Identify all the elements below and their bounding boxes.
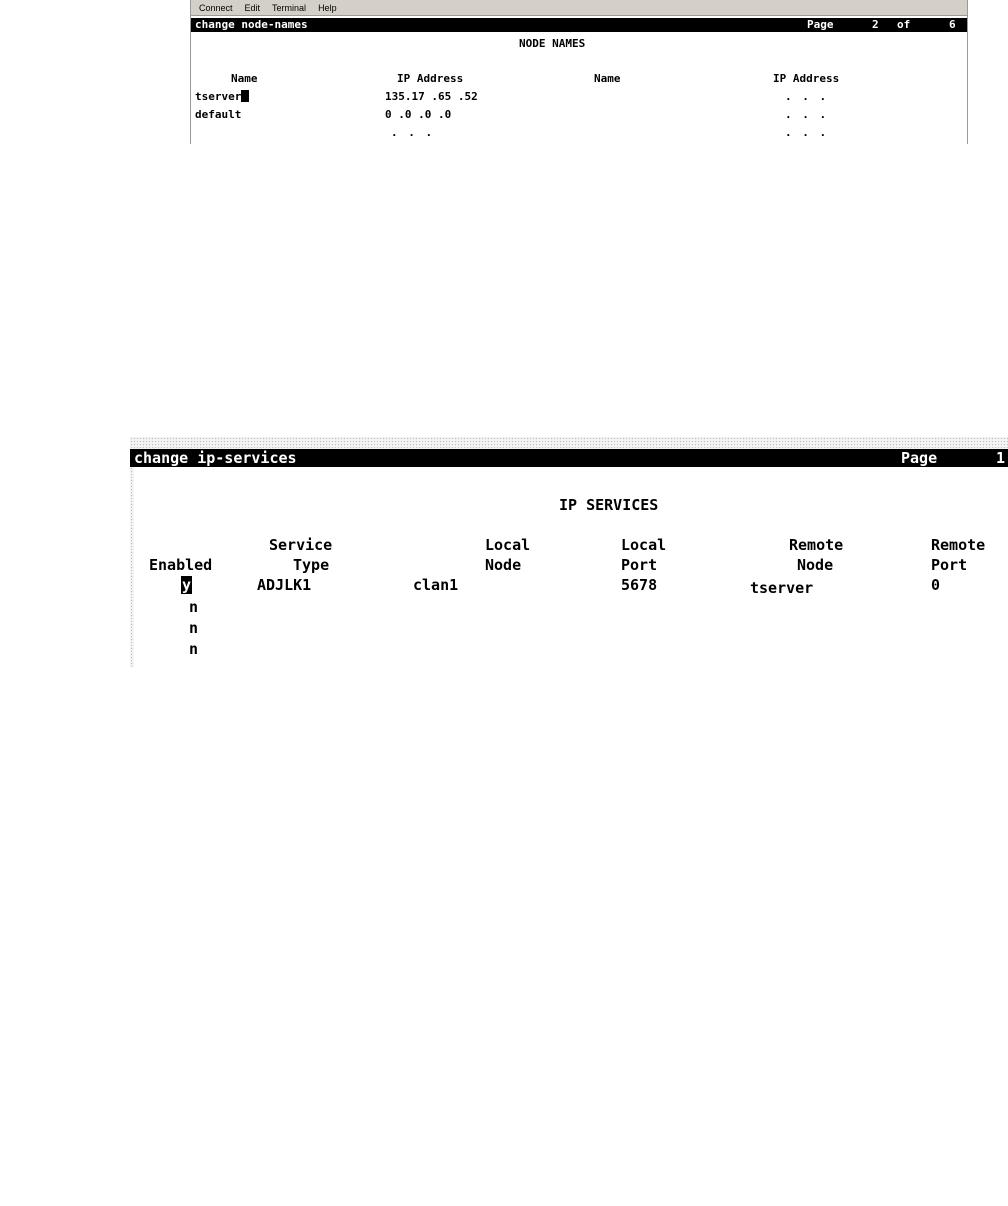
page-total: 6 xyxy=(949,18,956,31)
ip-address-field[interactable]: 0 .0 .0 .0 xyxy=(385,108,452,121)
page-number: 1 xyxy=(996,449,1006,467)
remote-port-field[interactable]: 0 xyxy=(931,576,941,594)
column-header-enabled: Enabled xyxy=(149,556,213,574)
window-edge-pattern xyxy=(130,437,1008,449)
ip-services-terminal-window xyxy=(130,437,1008,667)
local-port-field[interactable]: 5678 xyxy=(621,576,658,594)
text-cursor: y xyxy=(182,576,192,594)
column-header-remote-port-bottom: Port xyxy=(931,556,968,574)
ip-address-field-2[interactable]: . . . xyxy=(785,90,829,103)
enabled-field[interactable]: n xyxy=(189,598,199,616)
column-header-local-node-bottom: Node xyxy=(485,556,522,574)
column-header-local-port-top: Local xyxy=(621,536,667,554)
column-header-remote-node-top: Remote xyxy=(789,536,844,554)
enabled-field[interactable]: n xyxy=(189,640,199,658)
column-header-name-2: Name xyxy=(594,72,621,85)
menu-terminal[interactable]: Terminal xyxy=(272,2,307,13)
page-number: 2 xyxy=(872,18,879,31)
column-header-local-port-bottom: Port xyxy=(621,556,658,574)
enabled-field[interactable] xyxy=(181,576,192,594)
column-header-type: Type xyxy=(293,556,330,574)
page-heading: IP SERVICES xyxy=(559,496,659,514)
ip-address-field[interactable]: . . . xyxy=(391,126,435,139)
local-node-field[interactable]: clan1 xyxy=(413,576,459,594)
column-header-ip-address: IP Address xyxy=(397,72,464,85)
column-header-remote-node-bottom: Node xyxy=(797,556,834,574)
page-heading: NODE NAMES xyxy=(519,37,586,50)
window-edge-pattern-left xyxy=(130,449,134,667)
enabled-field[interactable]: n xyxy=(189,619,199,637)
ip-address-field-2[interactable]: . . . xyxy=(785,108,829,121)
ip-address-field[interactable]: 135.17 .65 .52 xyxy=(385,90,478,103)
command-title-bar xyxy=(191,18,967,32)
command-text: change node-names xyxy=(195,18,308,31)
page-label: Page xyxy=(901,449,938,467)
node-name-field[interactable]: default xyxy=(195,108,242,121)
column-header-local-node-top: Local xyxy=(485,536,531,554)
column-header-ip-address-2: IP Address xyxy=(773,72,840,85)
service-type-field[interactable]: ADJLK1 xyxy=(257,576,312,594)
column-header-service: Service xyxy=(269,536,333,554)
menu-edit[interactable]: Edit xyxy=(244,2,261,13)
ip-address-field-2[interactable]: . . . xyxy=(785,126,829,139)
column-header-name: Name xyxy=(231,72,258,85)
menu-bar xyxy=(191,0,967,16)
command-text: change ip-services xyxy=(134,449,297,467)
menu-help[interactable]: Help xyxy=(318,2,337,13)
column-header-remote-port-top: Remote xyxy=(931,536,986,554)
text-cursor xyxy=(241,90,249,102)
node-names-terminal-window xyxy=(190,0,968,144)
page-of-label: of xyxy=(897,18,911,31)
node-name-field[interactable]: tserver xyxy=(195,90,249,103)
command-title-bar xyxy=(130,449,1008,467)
page-label: Page xyxy=(807,18,834,31)
remote-node-field[interactable]: tserver xyxy=(750,579,814,597)
menu-connect[interactable]: Connect xyxy=(199,2,233,13)
